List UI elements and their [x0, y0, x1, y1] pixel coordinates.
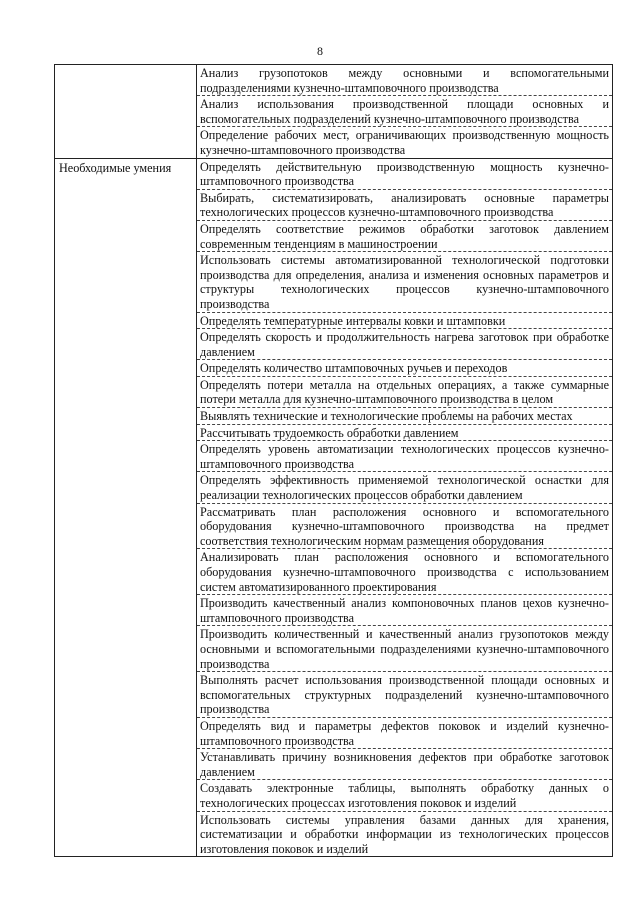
row-label	[55, 65, 197, 159]
list-item: Определять потери металла на отдельных операциях, а также суммарные потери металла для кузнечно-штамповочного производства в целом	[197, 377, 612, 408]
list-item: Определять скорость и продолжительность нагрева заготовок при обработке давлением	[197, 329, 612, 360]
list-item: Выполнять расчет использования производственной площади основных и вспомогательных структурных подразделений кузнечно-штамповочного производства	[197, 672, 612, 718]
list-item: Определять количество штамповочных ручьев и переходов	[197, 360, 612, 377]
list-item: Определять соответствие режимов обработки заготовок давлением современным тенденциям в машиностроении	[197, 221, 612, 252]
list-item: Анализировать план расположения основного и вспомогательного оборудования кузнечно-штамповочного производства с использованием систем автоматизированного проектирования	[197, 549, 612, 595]
list-item: Рассматривать план расположения основного и вспомогательного оборудования кузнечно-штамповочного производства на предмет соответствия технологическим нормам размещения оборудования	[197, 504, 612, 550]
row-items	[197, 159, 613, 858]
requirements-table	[54, 64, 613, 857]
list-item: Анализ использования производственной площади основных и вспомогательных подразделений кузнечно-штамповочного производства	[197, 96, 612, 127]
list-item: Определять действительную производственную мощность кузнечно-штамповочного производства	[197, 159, 612, 190]
list-item: Устанавливать причину возникновения дефектов при обработке заготовок давлением	[197, 749, 612, 780]
list-item: Производить количественный и качественный анализ грузопотоков между основными и вспомогательными подразделениями кузнечно-штамповочного производства	[197, 626, 612, 672]
list-item: Анализ грузопотоков между основными и вспомогательными подразделениями кузнечно-штамповочного производства	[197, 65, 612, 96]
list-item: Использовать системы автоматизированной технологической подготовки производства для определения, анализа и изменения основных параметров и структуры технологических процессов кузнечно-штамповочного производства	[197, 252, 612, 312]
list-item: Производить качественный анализ компоновочных планов цехов кузнечно-штамповочного производства	[197, 595, 612, 626]
row-items	[197, 65, 613, 159]
page-number: 8	[317, 44, 323, 58]
list-item: Создавать электронные таблицы, выполнять обработку данных о технологических процессах изготовления поковок и изделий	[197, 780, 612, 811]
list-item: Определение рабочих мест, ограничивающих производственную мощность кузнечно-штамповочного производства	[200, 128, 609, 157]
list-item: Выявлять технические и технологические проблемы на рабочих местах	[197, 408, 612, 425]
list-item: Рассчитывать трудоемкость обработки давлением	[197, 425, 612, 442]
list-item: Выбирать, систематизировать, анализировать основные параметры технологических процессов кузнечно-штамповочного производства	[197, 190, 612, 221]
row-label: Необходимые умения	[55, 159, 197, 858]
list-item: Определять вид и параметры дефектов поковок и изделий кузнечно-штамповочного производства	[197, 718, 612, 749]
list-item: Определять уровень автоматизации технологических процессов кузнечно-штамповочного производства	[197, 441, 612, 472]
list-item: Определять температурные интервалы ковки и штамповки	[197, 313, 612, 330]
list-item: Определять эффективность применяемой технологической оснастки для реализации технологических процессов обработки давлением	[197, 472, 612, 503]
list-item: Использовать системы управления базами данных для хранения, систематизации и обработки информации из технологических процессов изготовления поковок и изделий	[200, 812, 609, 856]
